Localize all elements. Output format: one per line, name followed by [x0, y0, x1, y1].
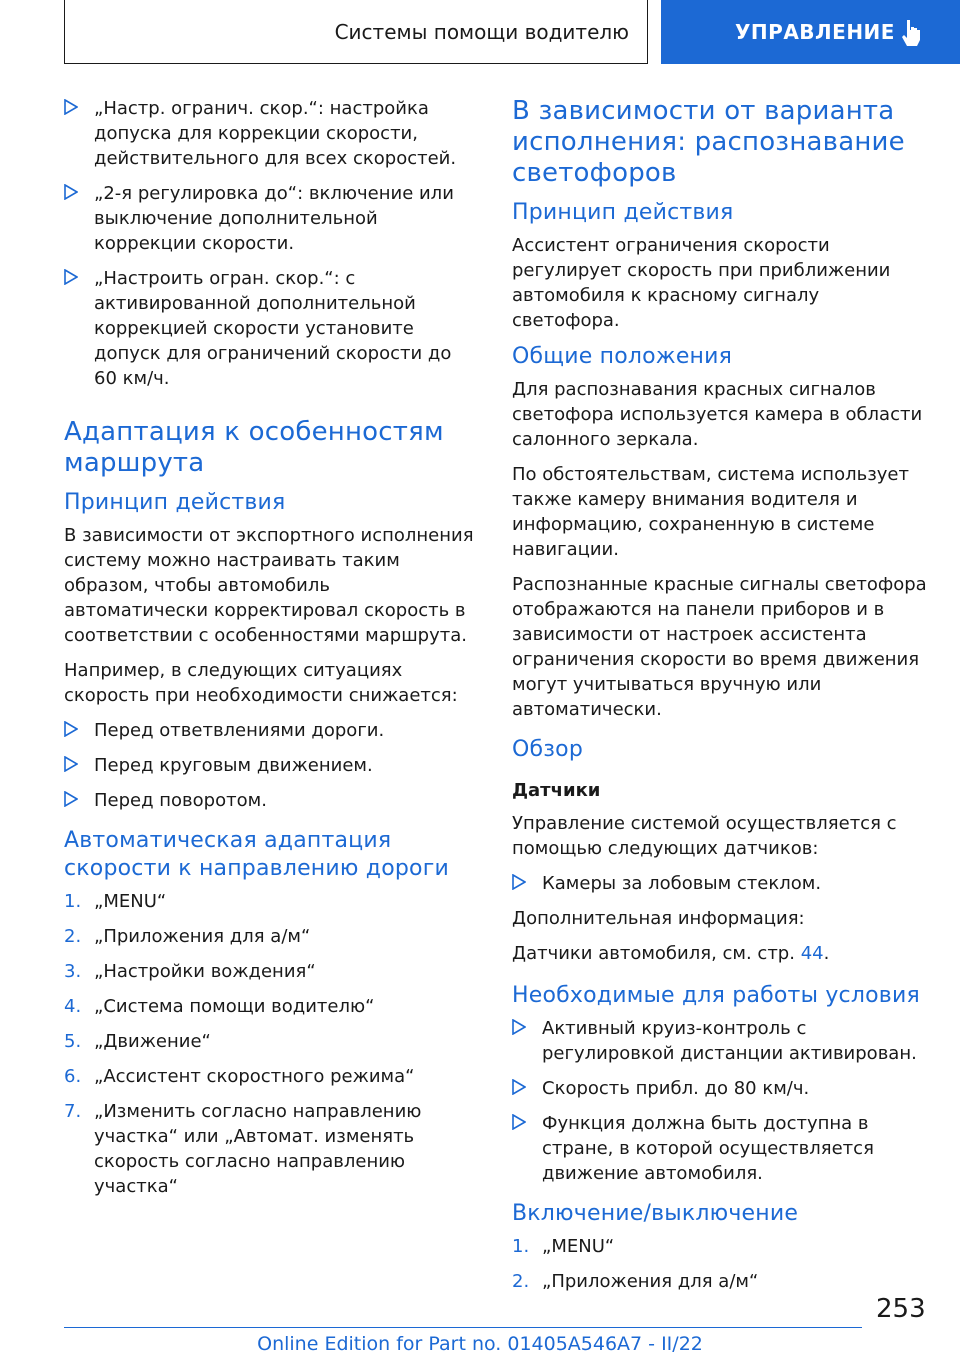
- list-item: [64, 994, 474, 1019]
- step-text: „Движение“: [94, 1031, 211, 1052]
- paragraph: По обстоятельствам, система использует также камеру внимания водителя и информацию, сохраненную в системе навигации.: [512, 464, 909, 560]
- list-item: [64, 889, 474, 914]
- heading-route-adaptation: Адаптация к особенностям маршрута: [64, 417, 444, 478]
- triangle-bullet-icon: [64, 791, 78, 807]
- list-item-text: Перед круговым движением.: [94, 755, 373, 776]
- triangle-bullet-icon: [64, 184, 78, 200]
- list-item: [64, 1099, 474, 1199]
- step-text: „Ассистент скоростного режима“: [94, 1066, 415, 1087]
- header-chapter-title: УПРАВЛЕНИЕ: [735, 20, 895, 44]
- list-item: [64, 96, 474, 171]
- list-item: [512, 1076, 932, 1101]
- list-item-text: Функция должна быть доступна в стране, в которой осуществляется движение автомобиля.: [542, 1113, 874, 1184]
- list-item-text: „Настр. огранич. скор.“: настройка допуска для коррекции скорости, действительного для всех скоростей.: [94, 98, 457, 169]
- heading-on-off: Включение/выключение: [512, 1201, 799, 1226]
- paragraph: Управление системой осуществляется с помощью следующих датчиков:: [512, 813, 897, 859]
- paragraph: Для распознавания красных сигналов светофора используется камера в области салонного зеркала.: [512, 379, 923, 450]
- on-off-steps-list: [512, 1234, 932, 1294]
- settings-bullet-list: [64, 96, 474, 391]
- paragraph: Дополнительная информация:: [512, 908, 805, 929]
- menu-steps-list: [64, 889, 474, 1199]
- triangle-bullet-icon: [64, 269, 78, 285]
- step-text: „Приложения для а/м“: [542, 1271, 759, 1292]
- triangle-bullet-icon: [64, 756, 78, 772]
- heading-conditions: Необходимые для работы условия: [512, 983, 920, 1008]
- hand-pointer-icon: [899, 18, 923, 48]
- triangle-bullet-icon: [512, 1114, 526, 1130]
- heading-principle: Принцип действия: [64, 490, 286, 515]
- triangle-bullet-icon: [512, 1079, 526, 1095]
- step-number: 2.: [64, 926, 82, 947]
- step-number: 1.: [64, 891, 82, 912]
- heading-traffic-lights: В зависимости от варианта исполнения: распознавание светофоров: [512, 96, 905, 188]
- header-chapter-tab: [661, 0, 960, 64]
- footer-edition: Online Edition for Part no. 01405A546A7 - II/22: [257, 1333, 703, 1355]
- heading-overview: Обзор: [512, 737, 584, 762]
- paragraph: В зависимости от экспортного исполнения систему можно настраивать таким образом, чтобы автомобиль автоматически корректировал скорость в соответствии с особенностями маршрута.: [64, 525, 474, 646]
- list-item: [512, 1234, 932, 1259]
- list-item: [64, 924, 474, 949]
- step-number: 1.: [512, 1236, 530, 1257]
- list-item: [64, 1029, 474, 1054]
- heading-general: Общие положения: [512, 344, 733, 369]
- list-item: [512, 871, 932, 896]
- paragraph: Например, в следующих ситуациях скорость при необходимости снижается:: [64, 660, 458, 706]
- list-item: [64, 959, 474, 984]
- list-item-text: Перед поворотом.: [94, 790, 267, 811]
- list-item: [512, 1111, 932, 1186]
- heading-principle: Принцип действия: [512, 200, 734, 225]
- sensors-bullet-list: [512, 871, 932, 896]
- paragraph: Распознанные красные сигналы светофора отображаются на панели приборов и в зависимости от настроек ассистента ограничения скорости во время движения могут учитываться вручную или автоматически.: [512, 574, 927, 720]
- list-item-text: „2-я регулировка до“: включение или выключение дополнительной коррекции скорости.: [94, 183, 454, 254]
- step-text: „Изменить согласно направлению участка“ или „Автомат. изменять скорость согласно направлению участка“: [94, 1101, 422, 1197]
- step-text: „Система помощи водителю“: [94, 996, 375, 1017]
- step-number: 3.: [64, 961, 82, 982]
- footer-divider: [64, 1327, 862, 1328]
- step-number: 6.: [64, 1066, 82, 1087]
- conditions-bullet-list: [512, 1016, 932, 1186]
- list-item-text: „Настроить огран. скор.“: с активированной дополнительной коррекцией скорости установите допуск для ограничений скорости до 60 км/ч.: [94, 268, 452, 389]
- step-text: „MENU“: [94, 891, 167, 912]
- reference-end: .: [823, 943, 830, 964]
- right-column: [512, 96, 932, 1308]
- step-text: „Приложения для а/м“: [94, 926, 311, 947]
- step-text: „Настройки вождения“: [94, 961, 316, 982]
- step-number: 5.: [64, 1031, 82, 1052]
- paragraph: Ассистент ограничения скорости регулирует скорость при приближении автомобиля к красному сигналу светофора.: [512, 235, 891, 331]
- heading-sensors: Датчики: [512, 780, 601, 801]
- list-item: [64, 181, 474, 256]
- header-section-title: Системы помощи водителю: [334, 19, 629, 44]
- header-section-box: [64, 0, 648, 64]
- step-number: 4.: [64, 996, 82, 1017]
- page-number: 253: [876, 1294, 926, 1324]
- list-item: [512, 1269, 932, 1294]
- list-item-text: Камеры за лобовым стеклом.: [542, 873, 822, 894]
- reference-text: Датчики автомобиля, см. стр.: [512, 943, 801, 964]
- triangle-bullet-icon: [512, 1019, 526, 1035]
- list-item-text: Активный круиз-контроль с регулировкой дистанции активирован.: [542, 1018, 917, 1064]
- step-text: „MENU“: [542, 1236, 615, 1257]
- list-item-text: Перед ответвлениями дороги.: [94, 720, 385, 741]
- heading-auto-adaptation: Автоматическая адаптация скорости к направлению дороги: [64, 828, 449, 881]
- list-item: [64, 266, 474, 391]
- page-reference-link[interactable]: 44: [800, 943, 824, 964]
- list-item-text: Скорость прибл. до 80 км/ч.: [542, 1078, 810, 1099]
- list-item: [64, 753, 474, 778]
- step-number: 2.: [512, 1271, 530, 1292]
- reference-paragraph: [512, 941, 932, 966]
- list-item: [64, 1064, 474, 1089]
- situations-bullet-list: [64, 718, 474, 813]
- list-item: [512, 1016, 932, 1066]
- list-item: [64, 718, 474, 743]
- step-number: 7.: [64, 1101, 82, 1122]
- triangle-bullet-icon: [64, 99, 78, 115]
- left-column: [64, 96, 474, 1213]
- list-item: [64, 788, 474, 813]
- triangle-bullet-icon: [512, 874, 526, 890]
- triangle-bullet-icon: [64, 721, 78, 737]
